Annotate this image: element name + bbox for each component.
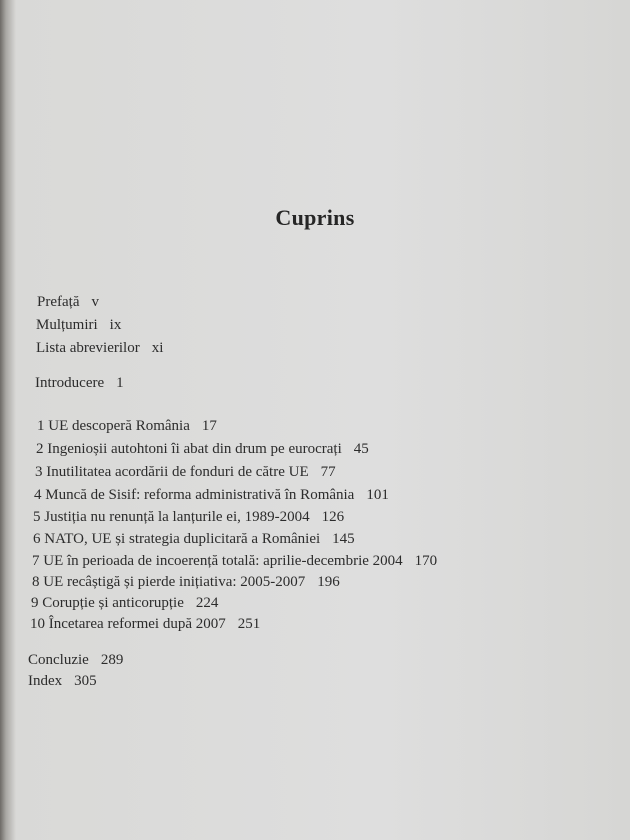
toc-label: Prefață <box>37 294 80 310</box>
toc-label: 3 Inutilitatea acordării de fonduri de către UE <box>35 464 309 480</box>
toc-entry-lista-abrevierilor <box>36 339 163 357</box>
toc-label: 2 Ingenioșii autohtoni îi abat din drum pe eurocrați <box>36 441 342 457</box>
toc-page: ix <box>109 317 122 333</box>
toc-label: 9 Corupție și anticorupție <box>31 595 184 611</box>
toc-label: 6 NATO, UE și strategia duplicitară a României <box>33 531 321 547</box>
toc-page: 196 <box>317 574 340 590</box>
toc-entry-index <box>28 672 97 690</box>
toc-entry-chapter-10 <box>30 615 260 633</box>
toc-page: 224 <box>195 595 219 611</box>
toc-label: 5 Justiția nu renunță la lanțurile ei, 1989-2004 <box>33 509 310 525</box>
toc-entry-multumiri <box>36 316 121 334</box>
toc-entry-chapter-2 <box>36 440 369 458</box>
page-title: Cuprins <box>275 205 355 230</box>
toc-entry-chapter-9 <box>31 594 218 612</box>
toc-page: 126 <box>321 509 345 525</box>
toc-label: Concluzie <box>28 652 89 668</box>
toc-label: 7 UE în perioada de incoerență totală: aprilie-decembrie 2004 <box>32 553 403 569</box>
toc-entry-concluzie <box>28 651 123 669</box>
toc-label: Lista abrevierilor <box>36 340 140 356</box>
toc-label: 1 UE descoperă România <box>37 418 190 434</box>
toc-entry-chapter-7 <box>32 552 437 570</box>
toc-page: 170 <box>414 553 438 569</box>
toc-entry-chapter-8 <box>32 573 340 591</box>
toc-entry-introducere <box>35 374 124 392</box>
toc-page: 45 <box>353 441 369 457</box>
toc-entry-prefata <box>37 293 99 311</box>
toc-entry-chapter-4 <box>34 486 389 504</box>
toc-entry-chapter-3 <box>35 463 336 481</box>
toc-page: 305 <box>74 673 97 689</box>
toc-page: 145 <box>332 531 355 547</box>
toc-page: 289 <box>100 652 124 668</box>
toc-label: 8 UE recâștigă și pierde inițiativa: 2005-2007 <box>32 574 306 590</box>
toc-entry-chapter-1 <box>37 417 217 435</box>
toc-label: 4 Muncă de Sisif: reforma administrativă în România <box>34 487 355 503</box>
toc-label: Index <box>28 673 63 689</box>
toc-label: Introducere <box>35 375 105 391</box>
toc-entry-chapter-6 <box>33 530 355 548</box>
toc-label: 10 Încetarea reformei după 2007 <box>30 616 226 632</box>
toc-page: 17 <box>201 418 217 434</box>
toc-entry-chapter-5 <box>33 508 344 526</box>
toc-page: 251 <box>237 616 261 632</box>
toc-page: xi <box>151 340 164 356</box>
toc-page: 1 <box>116 375 124 391</box>
toc-page: 101 <box>366 487 389 503</box>
toc-page: 77 <box>320 464 336 480</box>
toc-page: v <box>91 294 99 310</box>
toc-label: Mulțumiri <box>36 317 98 333</box>
